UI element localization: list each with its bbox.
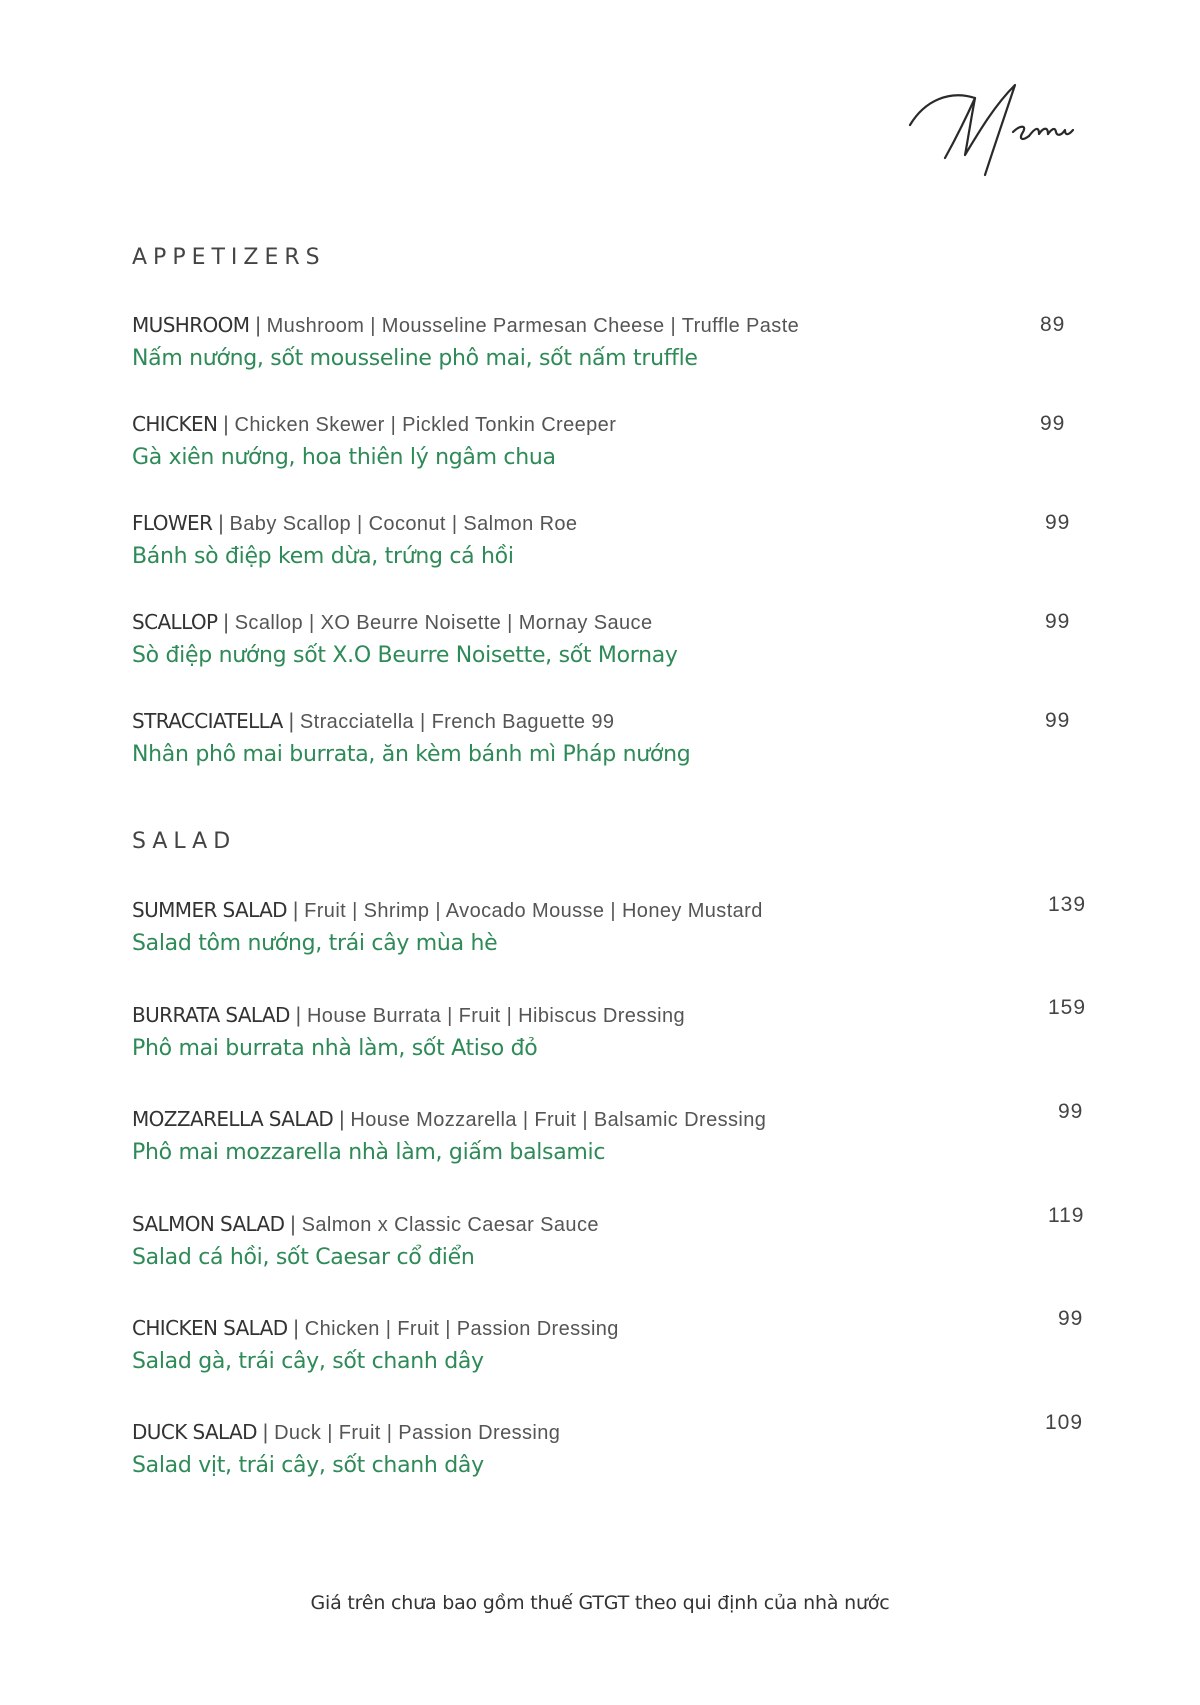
item-name: SALMON SALAD <box>132 1212 285 1236</box>
item-description: Chicken | Fruit | Passion Dressing <box>304 1318 619 1340</box>
menu-item <box>132 1212 1092 1270</box>
item-description: Fruit | Shrimp | Avocado Mousse | Honey Mustard <box>304 900 763 922</box>
item-description: Mushroom | Mousseline Parmesan Cheese | Truffle Paste <box>266 315 800 337</box>
item-vietnamese-description: Nhân phô mai burrata, ăn kèm bánh mì Pháp nướng <box>132 742 691 767</box>
separator: | <box>218 512 224 535</box>
separator: | <box>288 710 295 733</box>
item-price: 99 <box>1045 610 1071 633</box>
menu-item <box>132 1003 1092 1061</box>
footer-tax-note: Giá trên chưa bao gồm thuế GTGT theo qui định của nhà nước <box>310 1592 890 1614</box>
item-name: SUMMER SALAD <box>132 898 287 922</box>
separator: | <box>292 899 299 922</box>
item-price: 139 <box>1048 893 1087 916</box>
menu-item <box>132 898 1092 956</box>
item-price: 119 <box>1048 1204 1085 1227</box>
item-description: House Mozzarella | Fruit | Balsamic Dressing <box>350 1109 767 1131</box>
menu-item <box>132 1420 1092 1478</box>
item-price: 159 <box>1048 996 1087 1019</box>
item-vietnamese-description: Phô mai mozzarella nhà làm, giấm balsamic <box>132 1140 606 1165</box>
menu-logo <box>905 70 1105 190</box>
separator: | <box>295 1004 302 1027</box>
item-description: Duck | Fruit | Passion Dressing <box>274 1422 561 1444</box>
item-price: 89 <box>1040 313 1066 336</box>
item-description: Stracciatella | French Baguette 99 <box>299 711 615 733</box>
item-price: 99 <box>1058 1307 1084 1330</box>
section-title-appetizers: APPETIZERS <box>132 245 326 270</box>
item-name: FLOWER <box>132 511 213 535</box>
item-name: SCALLOP <box>132 610 218 634</box>
item-description: Scallop | XO Beurre Noisette | Mornay Sauce <box>234 612 653 634</box>
item-vietnamese-description: Salad vịt, trái cây, sốt chanh dây <box>132 1453 484 1478</box>
menu-item <box>132 313 1092 371</box>
item-name: BURRATA SALAD <box>132 1003 290 1027</box>
menu-item <box>132 412 1092 470</box>
item-price: 99 <box>1040 412 1066 435</box>
item-description: Salmon x Classic Caesar Sauce <box>301 1214 599 1236</box>
item-price: 99 <box>1045 511 1071 534</box>
item-name: CHICKEN <box>132 412 218 436</box>
item-name: CHICKEN SALAD <box>132 1316 288 1340</box>
separator: | <box>262 1421 269 1444</box>
item-description: Baby Scallop | Coconut | Salmon Roe <box>229 513 578 535</box>
section-title-salad: SALAD <box>132 829 237 854</box>
menu-item <box>132 1316 1092 1374</box>
item-vietnamese-description: Sò điệp nướng sốt X.O Beurre Noisette, sốt Mornay <box>132 643 678 668</box>
item-name: DUCK SALAD <box>132 1420 257 1444</box>
item-description: Chicken Skewer | Pickled Tonkin Creeper <box>234 414 617 436</box>
item-vietnamese-description: Phô mai burrata nhà làm, sốt Atiso đỏ <box>132 1036 538 1061</box>
item-price: 99 <box>1058 1100 1084 1123</box>
item-name: STRACCIATELLA <box>132 709 283 733</box>
separator: | <box>293 1317 299 1340</box>
separator: | <box>339 1108 345 1131</box>
item-price: 109 <box>1045 1411 1084 1434</box>
item-vietnamese-description: Salad gà, trái cây, sốt chanh dây <box>132 1349 484 1374</box>
item-vietnamese-description: Nấm nướng, sốt mousseline phô mai, sốt nấm truffle <box>132 346 698 371</box>
menu-item <box>132 511 1092 569</box>
menu-item <box>132 610 1092 668</box>
item-vietnamese-description: Gà xiên nướng, hoa thiên lý ngâm chua <box>132 445 556 470</box>
item-name: MOZZARELLA SALAD <box>132 1107 334 1131</box>
item-vietnamese-description: Salad cá hồi, sốt Caesar cổ điển <box>132 1245 475 1270</box>
item-price: 99 <box>1045 709 1071 732</box>
menu-item <box>132 1107 1092 1165</box>
separator: | <box>255 314 261 337</box>
separator: | <box>223 611 229 634</box>
separator: | <box>290 1213 296 1236</box>
item-vietnamese-description: Bánh sò điệp kem dừa, trứng cá hồi <box>132 544 514 569</box>
item-description: House Burrata | Fruit | Hibiscus Dressing <box>306 1005 685 1027</box>
menu-item <box>132 709 1092 767</box>
item-vietnamese-description: Salad tôm nướng, trái cây mùa hè <box>132 931 498 956</box>
item-name: MUSHROOM <box>132 313 250 337</box>
separator: | <box>223 413 229 436</box>
